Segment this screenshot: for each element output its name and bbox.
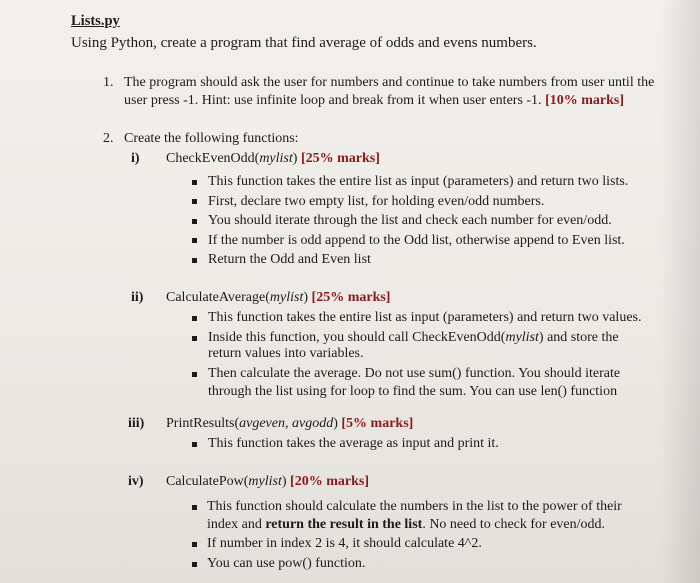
f4-bullet-1-b: . No need to check for even/odd. — [422, 517, 606, 532]
f2-param: mylist — [269, 290, 304, 305]
f2-number: ii) — [131, 290, 144, 305]
f3-bullet-1: This function takes the average as input and print it. — [208, 436, 499, 451]
bullet-icon — [192, 219, 197, 224]
bullet-icon — [192, 505, 197, 510]
f1-marks: [25% marks] — [300, 151, 380, 166]
f2-bullet-2-a: Inside this function, you should call CheckEvenOdd( — [208, 330, 506, 345]
item1-line2: user press -1. Hint: use infinite loop and break from it when user enters -1. — [124, 93, 542, 108]
f3-close: ) — [333, 416, 338, 431]
item1-line1: The program should ask the user for numbers and continue to take numbers from user until the — [124, 75, 655, 90]
f2-bullet-2-line2: return values into variables. — [208, 346, 364, 361]
document-subtitle: Using Python, create a program that find average of odds and evens numbers. — [71, 35, 537, 51]
f4-param: mylist — [248, 474, 282, 489]
bullet-icon — [192, 562, 197, 567]
f2-bullet-3-line2: through the list using for loop to find the sum. You can use len() function — [208, 384, 618, 399]
item2-number: 2. — [103, 131, 114, 146]
f4-bullet-1-bold: return the result in the list — [265, 517, 423, 532]
f1-bullet-3: You should iterate through the list and check each number for even/odd. — [208, 213, 612, 228]
f2-marks: [25% marks] — [311, 290, 391, 305]
bullet-icon — [192, 180, 197, 185]
f3-name: PrintResults( — [166, 416, 240, 431]
f1-heading — [166, 151, 380, 167]
bullet-icon — [192, 199, 197, 204]
f3-param: avgeven, avgodd — [239, 416, 334, 431]
item1-number: 1. — [103, 75, 114, 90]
f1-name: CheckEvenOdd( — [166, 151, 260, 166]
f4-bullet-1-line1: This function should calculate the numbers in the list to the power of their — [207, 499, 622, 514]
bullet-icon — [192, 258, 197, 263]
f3-heading — [166, 416, 413, 432]
bullet-icon — [192, 316, 197, 321]
f1-bullet-1: This function takes the entire list as input (parameters) and return two lists. — [208, 174, 629, 189]
f2-name: CalculateAverage( — [166, 290, 270, 305]
f1-param: mylist — [259, 151, 293, 166]
bullet-icon — [192, 336, 197, 341]
page-shadow — [660, 0, 700, 583]
f2-bullet-2-param: mylist — [505, 330, 539, 345]
f2-bullet-1: This function takes the entire list as input (parameters) and return two values. — [208, 310, 642, 325]
f1-number: i) — [131, 151, 140, 166]
bullet-icon — [192, 542, 197, 547]
f2-close: ) — [303, 290, 309, 305]
f2-bullet-2-line1 — [208, 330, 619, 346]
f4-bullet-1-line2 — [207, 517, 605, 533]
f4-name: CalculatePow( — [166, 474, 249, 489]
f4-heading — [166, 474, 369, 490]
item2-label: Create the following functions: — [124, 131, 299, 146]
f1-bullet-2: First, declare two empty list, for holding even/odd numbers. — [208, 194, 545, 209]
f3-number: iii) — [128, 416, 145, 431]
f4-close: ) — [281, 474, 287, 489]
bullet-icon — [192, 238, 197, 243]
f2-bullet-3-line1: Then calculate the average. Do not use sum() function. You should iterate — [208, 366, 621, 381]
f1-bullet-4: If the number is odd append to the Odd list, otherwise append to Even list. — [208, 233, 625, 248]
item1-line2-wrap — [124, 93, 624, 109]
f2-bullet-2-b: ) and store the — [538, 330, 619, 345]
bullet-icon — [192, 372, 197, 377]
f4-number: iv) — [128, 474, 144, 489]
f2-heading — [166, 290, 390, 306]
f1-close: ) — [292, 151, 298, 166]
document-title: Lists.py — [71, 13, 120, 29]
f1-bullet-5: Return the Odd and Even list — [208, 252, 371, 267]
f3-marks: [5% marks] — [341, 416, 414, 431]
f4-marks: [20% marks] — [290, 474, 369, 489]
f4-bullet-2: If number in index 2 is 4, it should calculate 4^2. — [207, 536, 482, 551]
f4-bullet-3: You can use pow() function. — [207, 556, 366, 571]
item1-marks: [10% marks] — [545, 93, 624, 108]
bullet-icon — [192, 442, 197, 447]
f4-bullet-1-a: index and — [207, 517, 266, 532]
